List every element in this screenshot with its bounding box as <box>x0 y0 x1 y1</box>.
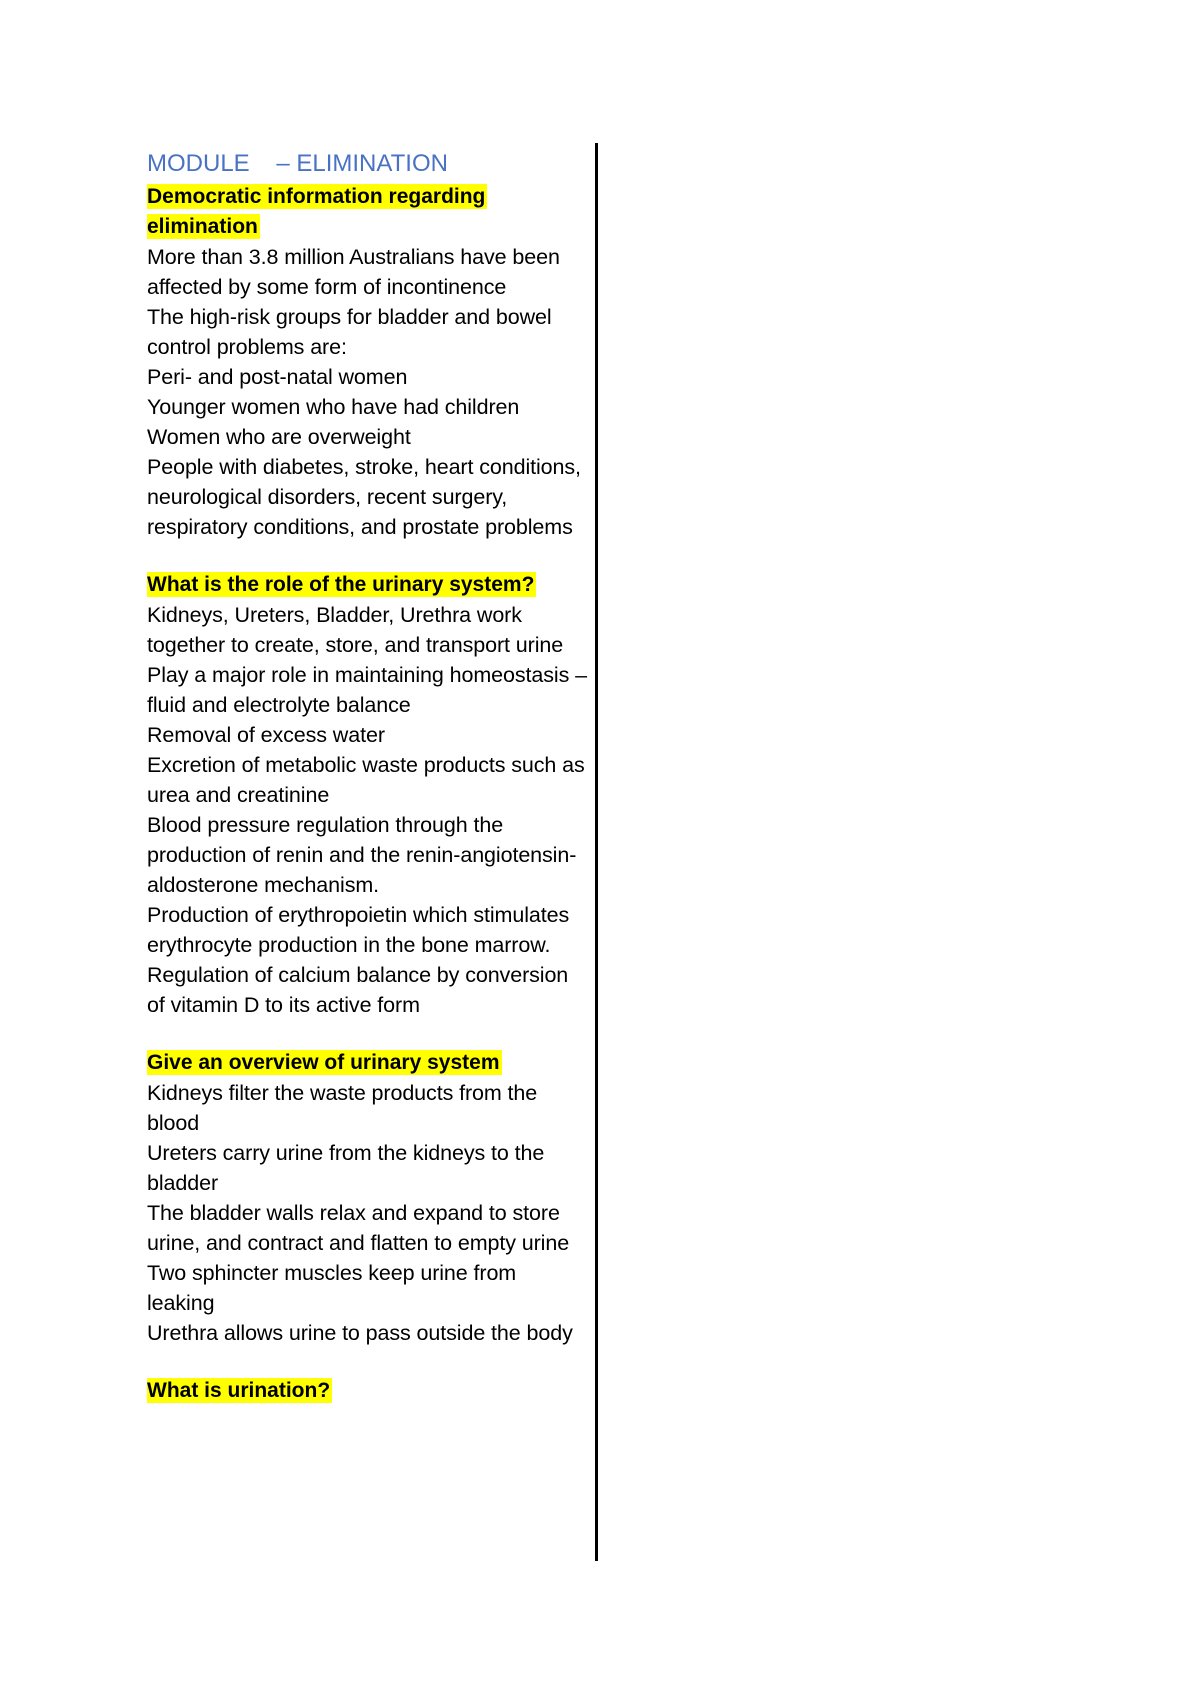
section-urination <box>147 1376 587 1406</box>
section-line: Removal of excess water <box>147 723 385 747</box>
section-urinary-overview <box>147 1048 587 1348</box>
section-heading: What is the role of the urinary system? <box>147 573 535 596</box>
section-line: Regulation of calcium balance by conversion of vitamin D to its active form <box>147 963 569 1017</box>
section-line: More than 3.8 million Australians have been affected by some form of incontinence <box>147 245 560 299</box>
section-line: Urethra allows urine to pass outside the body <box>147 1321 573 1345</box>
spacer <box>147 1020 587 1048</box>
column-divider <box>595 143 598 1561</box>
section-heading: What is urination? <box>147 1379 331 1402</box>
section-line: People with diabetes, stroke, heart conditions, neurological disorders, recent surgery, respiratory conditions, and prostate problems <box>147 455 581 539</box>
section-line: Women who are overweight <box>147 425 411 449</box>
section-line: The high-risk groups for bladder and bowel control problems are: <box>147 305 552 359</box>
document-column <box>147 146 587 1406</box>
section-line: Peri- and post-natal women <box>147 365 408 389</box>
section-line: Kidneys, Ureters, Bladder, Urethra work together to create, store, and transport urine <box>147 603 564 657</box>
module-title: MODULE – ELIMINATION <box>147 150 448 177</box>
section-heading: Give an overview of urinary system <box>147 1051 500 1074</box>
section-line: Production of erythropoietin which stimulates erythrocyte production in the bone marrow. <box>147 903 570 957</box>
section-line: Younger women who have had children <box>147 395 520 419</box>
section-line: Kidneys filter the waste products from the blood <box>147 1081 538 1135</box>
section-line: The bladder walls relax and expand to store urine, and contract and flatten to empty urine <box>147 1201 570 1255</box>
section-line: Ureters carry urine from the kidneys to the bladder <box>147 1141 545 1195</box>
spacer <box>147 1348 587 1376</box>
section-line: Blood pressure regulation through the production of renin and the renin-angiotensin-aldosterone mechanism. <box>147 813 577 897</box>
section-line: Excretion of metabolic waste products such as urea and creatinine <box>147 753 585 807</box>
section-line: Play a major role in maintaining homeostasis – fluid and electrolyte balance <box>147 663 587 717</box>
spacer <box>147 542 587 570</box>
section-urinary-role <box>147 570 587 1020</box>
section-line: Two sphincter muscles keep urine from leaking <box>147 1261 517 1315</box>
section-demographics <box>147 182 587 542</box>
section-heading: Democratic information regarding elimination <box>147 185 486 238</box>
